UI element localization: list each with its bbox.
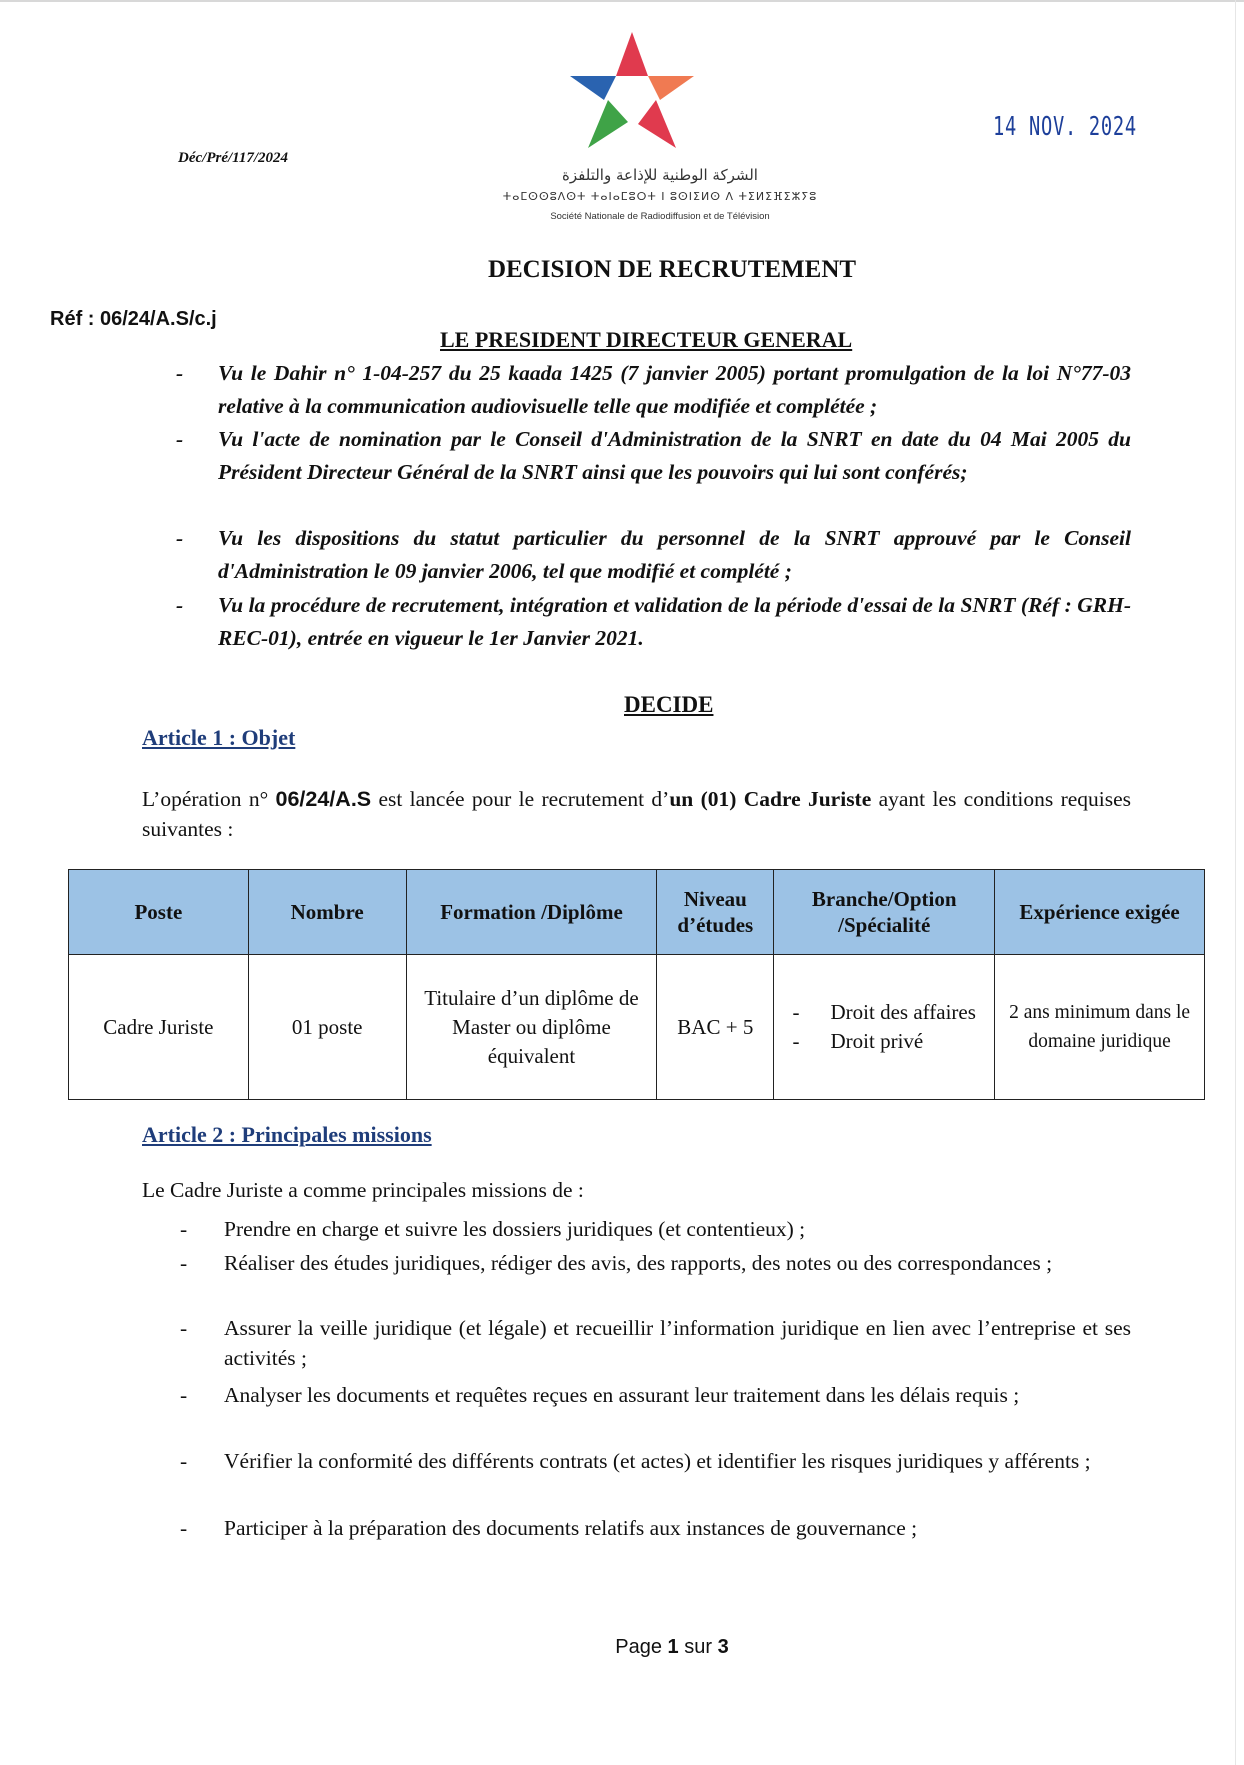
op-recruit: un (01) Cadre Juriste (669, 787, 872, 811)
cell-branche (774, 955, 995, 1100)
mission-item (180, 1513, 1131, 1543)
mission-text: Analyser les documents et requêtes reçues en assurant leur traitement dans les délais requis ; (224, 1383, 1020, 1407)
cell-formation: Titulaire d’un diplôme de Master ou diplôme équivalent (406, 955, 657, 1100)
vu-item-text: Vu l'acte de nomination par le Conseil d'Administration de la SNRT en date du 04 Mai 2005 du Président Directeur Général de la SNRT ainsi que les pouvoirs qui lui sont conférés; (218, 427, 1131, 484)
vu-item (178, 522, 1131, 588)
reference-number: Réf : 06/24/A.S/c.j (50, 308, 217, 330)
vu-item-text: Vu la procédure de recrutement, intégration et validation de la période d'essai de la SNRT (Réf : GRH-REC-01), entrée en vigueur le 1er Janvier 2021. (218, 593, 1131, 650)
vu-item-text: Vu les dispositions du statut particulier du personnel de la SNRT approuvé par le Conseil d'Administration le 09 janvier 2006, tel que modifié et complété ; (218, 526, 1131, 583)
vu-item-text: Vu le Dahir n° 1-04-257 du 25 kaada 1425 (7 janvier 2005) portant promulgation de la loi N°77-03 relative à la communication audiovisuelle telle que modifiée et complétée ; (218, 361, 1131, 418)
cell-poste: Cadre Juriste (69, 955, 249, 1100)
page-of: sur (684, 1636, 713, 1658)
vu-item (178, 423, 1131, 489)
table-header-row (69, 870, 1205, 955)
list-dash: - (180, 1251, 188, 1275)
header-nombre: Nombre (248, 870, 406, 955)
page-number (0, 1636, 1244, 1659)
mission-text: Prendre en charge et suivre les dossiers juridiques (et contentieux) ; (224, 1217, 806, 1241)
list-dash: - (176, 593, 184, 617)
table-row (69, 955, 1205, 1100)
date-stamp: 14 NOV. 2024 (993, 112, 1137, 142)
president-heading: LE PRESIDENT DIRECTEUR GENERAL (440, 327, 853, 352)
header-branche: Branche/Option /Spécialité (774, 870, 995, 955)
mission-item (180, 1248, 1131, 1278)
cell-niveau: BAC + 5 (657, 955, 774, 1100)
header-experience: Expérience exigée (995, 870, 1205, 955)
mission-text: Assurer la veille juridique (et légale) et recueillir l’information juridique en lien avec l’entreprise et ses activités ; (224, 1316, 1131, 1370)
list-dash: - (180, 1516, 188, 1540)
cell-experience: 2 ans minimum dans le domaine juridique (995, 955, 1205, 1100)
document-title: DECISION DE RECRUTEMENT (487, 256, 857, 283)
list-dash: - (176, 427, 184, 451)
list-dash: - (176, 361, 184, 385)
decision-reference: Déc/Pré/117/2024 (178, 150, 288, 166)
article-1-title: Article 1 : Objet (142, 725, 296, 750)
mission-item (180, 1313, 1131, 1373)
org-name-french: Société Nationale de Radiodiffusion et de Télévision (550, 211, 770, 222)
branch-list (793, 998, 976, 1056)
mission-item (180, 1380, 1131, 1410)
mission-item (180, 1214, 1131, 1244)
mission-item (180, 1446, 1131, 1476)
op-text-pre: L’opération n° (142, 787, 269, 811)
list-dash: - (180, 1217, 188, 1241)
scan-top-edge (0, 0, 1244, 2)
decide-heading: DECIDE (624, 692, 714, 717)
cell-nombre: 01 poste (248, 955, 406, 1100)
list-dash: - (180, 1449, 188, 1473)
page-total: 3 (717, 1636, 729, 1658)
page-label: Page (615, 1636, 662, 1658)
org-name-arabic: الشركة الوطنية للإذاعة والتلفزة (562, 166, 758, 184)
header-poste: Poste (69, 870, 249, 955)
requirements-table (68, 869, 1205, 1100)
vu-item (178, 589, 1131, 655)
vu-item (178, 357, 1131, 423)
list-dash: - (180, 1316, 188, 1340)
op-text-post: ayant les conditions requises suivantes : (142, 787, 1132, 841)
operation-paragraph (142, 784, 1131, 844)
branch-item: - Droit privé (793, 1027, 976, 1056)
op-text-mid: est lancée pour le recrutement d’ (378, 787, 670, 811)
org-name-tifinagh: ⵜⴰⵎⵙⵙⵓⴷⵙⵜ ⵜⴰⵏⴰⵎⵓⵔⵜ ⵏ ⵓⵙⵏⵉⵍⵙ ⴷ ⵜⵉⵍⵉⴼⵉⵣⵢⵓ (502, 190, 818, 203)
mission-text: Réaliser des études juridiques, rédiger des avis, des rapports, des notes ou des correspondances ; (224, 1251, 1053, 1275)
list-dash: - (176, 526, 184, 550)
header-formation: Formation /Diplôme (406, 870, 657, 955)
branch-item: - Droit des affaires (793, 998, 976, 1027)
mission-text: Participer à la préparation des documents relatifs aux instances de gouvernance ; (224, 1516, 918, 1540)
op-number: 06/24/A.S (275, 787, 372, 811)
mission-text: Vérifier la conformité des différents contrats (et actes) et identifier les risques juridiques y afférents ; (224, 1449, 1091, 1473)
article-2-title: Article 2 : Principales missions (142, 1122, 432, 1147)
list-dash: - (180, 1383, 188, 1407)
header-niveau: Niveau d’études (657, 870, 774, 955)
missions-intro: Le Cadre Juriste a comme principales missions de : (142, 1178, 584, 1202)
page-current: 1 (667, 1636, 679, 1658)
snrt-star-logo (568, 30, 696, 158)
